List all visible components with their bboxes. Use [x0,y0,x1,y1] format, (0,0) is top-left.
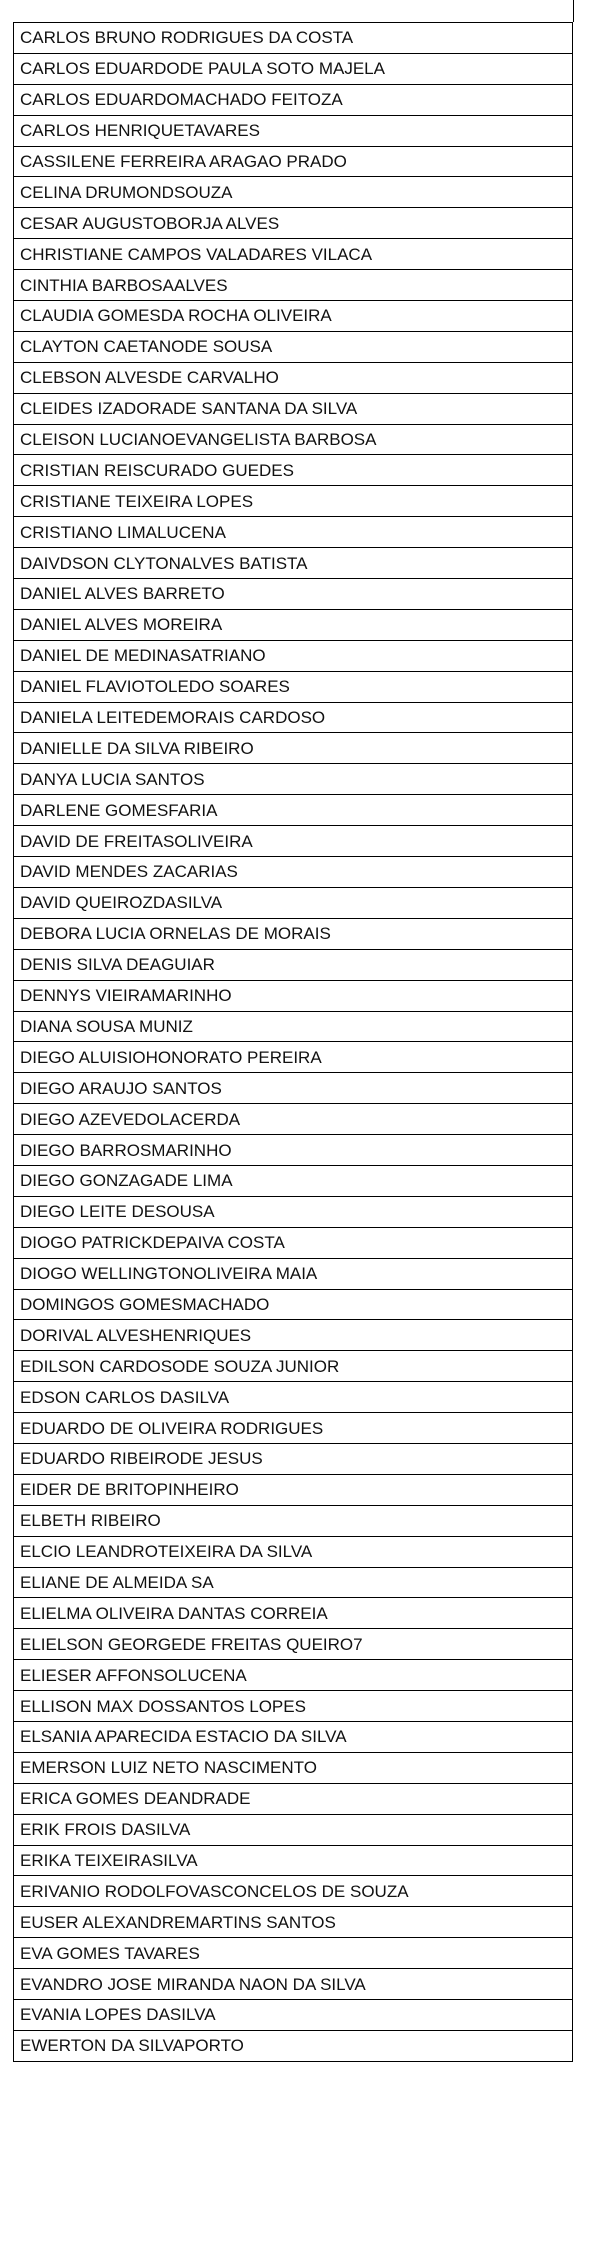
name-cell: ELIANE DE ALMEIDA SA [14,1567,573,1598]
name-cell: EMERSON LUIZ NETO NASCIMENTO [14,1752,573,1783]
table-row [14,23,573,54]
table-row [14,1598,573,1629]
name-cell: DANIEL FLAVIOTOLEDO SOARES [14,671,573,702]
name-cell: DANIEL ALVES MOREIRA [14,609,573,640]
table-row [14,1351,573,1382]
name-cell: DANIELA LEITEDEMORAIS CARDOSO [14,702,573,733]
name-cell: EUSER ALEXANDREMARTINS SANTOS [14,1907,573,1938]
name-cell: DOMINGOS GOMESMACHADO [14,1289,573,1320]
name-cell: DANIEL DE MEDINASATRIANO [14,640,573,671]
table-row [14,1413,573,1444]
name-cell: CLAYTON CAETANODE SOUSA [14,331,573,362]
name-cell: DIOGO PATRICKDEPAIVA COSTA [14,1227,573,1258]
name-cell: ELCIO LEANDROTEIXEIRA DA SILVA [14,1536,573,1567]
table-row [14,857,573,888]
table-row [14,918,573,949]
table-row [14,301,573,332]
name-cell: DIEGO BARROSMARINHO [14,1135,573,1166]
table-row [14,1073,573,1104]
names-table-body [14,23,573,2062]
name-cell: EDILSON CARDOSODE SOUZA JUNIOR [14,1351,573,1382]
table-row [14,53,573,84]
name-cell: EDSON CARLOS DASILVA [14,1382,573,1413]
name-cell: DENIS SILVA DEAGUIAR [14,949,573,980]
name-cell: DORIVAL ALVESHENRIQUES [14,1320,573,1351]
table-row [14,1969,573,2000]
name-cell: EVANDRO JOSE MIRANDA NAON DA SILVA [14,1969,573,2000]
table-row [14,887,573,918]
table-row [14,270,573,301]
table-row [14,393,573,424]
name-cell: EDUARDO DE OLIVEIRA RODRIGUES [14,1413,573,1444]
table-row [14,1011,573,1042]
table-row [14,826,573,857]
name-cell: DAVID DE FREITASOLIVEIRA [14,826,573,857]
table-row [14,1443,573,1474]
name-cell: ELSANIA APARECIDA ESTACIO DA SILVA [14,1721,573,1752]
name-cell: DARLENE GOMESFARIA [14,795,573,826]
name-cell: CARLOS BRUNO RODRIGUES DA COSTA [14,23,573,54]
table-row [14,424,573,455]
name-cell: CRISTIAN REISCURADO GUEDES [14,455,573,486]
name-cell: EVANIA LOPES DASILVA [14,2000,573,2031]
table-row [14,331,573,362]
table-row [14,1474,573,1505]
table-row [14,362,573,393]
table-row [14,609,573,640]
table-row [14,764,573,795]
table-row [14,1258,573,1289]
table-row [14,1104,573,1135]
name-cell: CARLOS HENRIQUETAVARES [14,115,573,146]
table-row [14,2030,573,2061]
name-cell: CASSILENE FERREIRA ARAGAO PRADO [14,146,573,177]
table-row [14,239,573,270]
table-row [14,1289,573,1320]
table-row [14,1382,573,1413]
name-cell: DANYA LUCIA SANTOS [14,764,573,795]
table-row [14,1721,573,1752]
table-row [14,1752,573,1783]
name-cell: CLEISON LUCIANOEVANGELISTA BARBOSA [14,424,573,455]
table-row [14,2000,573,2031]
name-cell: CLEIDES IZADORADE SANTANA DA SILVA [14,393,573,424]
name-cell: CESAR AUGUSTOBORJA ALVES [14,208,573,239]
name-cell: EIDER DE BRITOPINHEIRO [14,1474,573,1505]
name-cell: CINTHIA BARBOSAALVES [14,270,573,301]
table-row [14,1505,573,1536]
table-border-stub [573,0,574,22]
table-row [14,949,573,980]
name-cell: CRISTIANO LIMALUCENA [14,517,573,548]
name-cell: ERICA GOMES DEANDRADE [14,1783,573,1814]
name-cell: DANIELLE DA SILVA RIBEIRO [14,733,573,764]
table-row [14,1042,573,1073]
name-cell: DIOGO WELLINGTONOLIVEIRA MAIA [14,1258,573,1289]
name-cell: ELIESER AFFONSOLUCENA [14,1660,573,1691]
name-cell: DIEGO GONZAGADE LIMA [14,1165,573,1196]
name-cell: ERIVANIO RODOLFOVASCONCELOS DE SOUZA [14,1876,573,1907]
table-row [14,795,573,826]
table-row [14,640,573,671]
name-cell: CRISTIANE TEIXEIRA LOPES [14,486,573,517]
name-cell: CHRISTIANE CAMPOS VALADARES VILACA [14,239,573,270]
name-cell: DIEGO AZEVEDOLACERDA [14,1104,573,1135]
table-row [14,84,573,115]
table-row [14,208,573,239]
name-cell: CARLOS EDUARDOMACHADO FEITOZA [14,84,573,115]
name-cell: ERIKA TEIXEIRASILVA [14,1845,573,1876]
table-row [14,980,573,1011]
name-cell: ELLISON MAX DOSSANTOS LOPES [14,1691,573,1722]
table-row [14,548,573,579]
table-row [14,1814,573,1845]
table-row [14,1165,573,1196]
name-cell: EDUARDO RIBEIRODE JESUS [14,1443,573,1474]
names-table [13,22,573,2062]
name-cell: EWERTON DA SILVAPORTO [14,2030,573,2061]
table-row [14,1660,573,1691]
table-row [14,1320,573,1351]
table-row [14,1227,573,1258]
table-row [14,1691,573,1722]
table-row [14,1567,573,1598]
table-row [14,1938,573,1969]
table-row [14,517,573,548]
name-cell: CLEBSON ALVESDE CARVALHO [14,362,573,393]
table-row [14,1196,573,1227]
name-cell: DAIVDSON CLYTONALVES BATISTA [14,548,573,579]
table-row [14,455,573,486]
name-cell: ERIK FROIS DASILVA [14,1814,573,1845]
table-row [14,733,573,764]
table-row [14,1845,573,1876]
table-row [14,177,573,208]
table-row [14,1135,573,1166]
table-row [14,1783,573,1814]
table-row [14,1536,573,1567]
name-cell: DAVID MENDES ZACARIAS [14,857,573,888]
name-cell: DIEGO LEITE DESOUSA [14,1196,573,1227]
table-row [14,1629,573,1660]
name-cell: ELIELSON GEORGEDE FREITAS QUEIRO7 [14,1629,573,1660]
name-cell: DENNYS VIEIRAMARINHO [14,980,573,1011]
name-cell: DANIEL ALVES BARRETO [14,579,573,610]
name-cell: ELIELMA OLIVEIRA DANTAS CORREIA [14,1598,573,1629]
name-cell: EVA GOMES TAVARES [14,1938,573,1969]
table-row [14,579,573,610]
name-cell: CLAUDIA GOMESDA ROCHA OLIVEIRA [14,301,573,332]
table-row [14,486,573,517]
table-row [14,115,573,146]
table-row [14,671,573,702]
name-cell: DAVID QUEIROZDASILVA [14,887,573,918]
name-list-sheet [13,0,585,2258]
name-cell: DEBORA LUCIA ORNELAS DE MORAIS [14,918,573,949]
name-cell: CARLOS EDUARDODE PAULA SOTO MAJELA [14,53,573,84]
name-cell: DIEGO ALUISIOHONORATO PEREIRA [14,1042,573,1073]
name-cell: ELBETH RIBEIRO [14,1505,573,1536]
table-row [14,146,573,177]
name-cell: DIEGO ARAUJO SANTOS [14,1073,573,1104]
table-row [14,1876,573,1907]
table-row [14,1907,573,1938]
table-row [14,702,573,733]
name-cell: DIANA SOUSA MUNIZ [14,1011,573,1042]
name-cell: CELINA DRUMONDSOUZA [14,177,573,208]
